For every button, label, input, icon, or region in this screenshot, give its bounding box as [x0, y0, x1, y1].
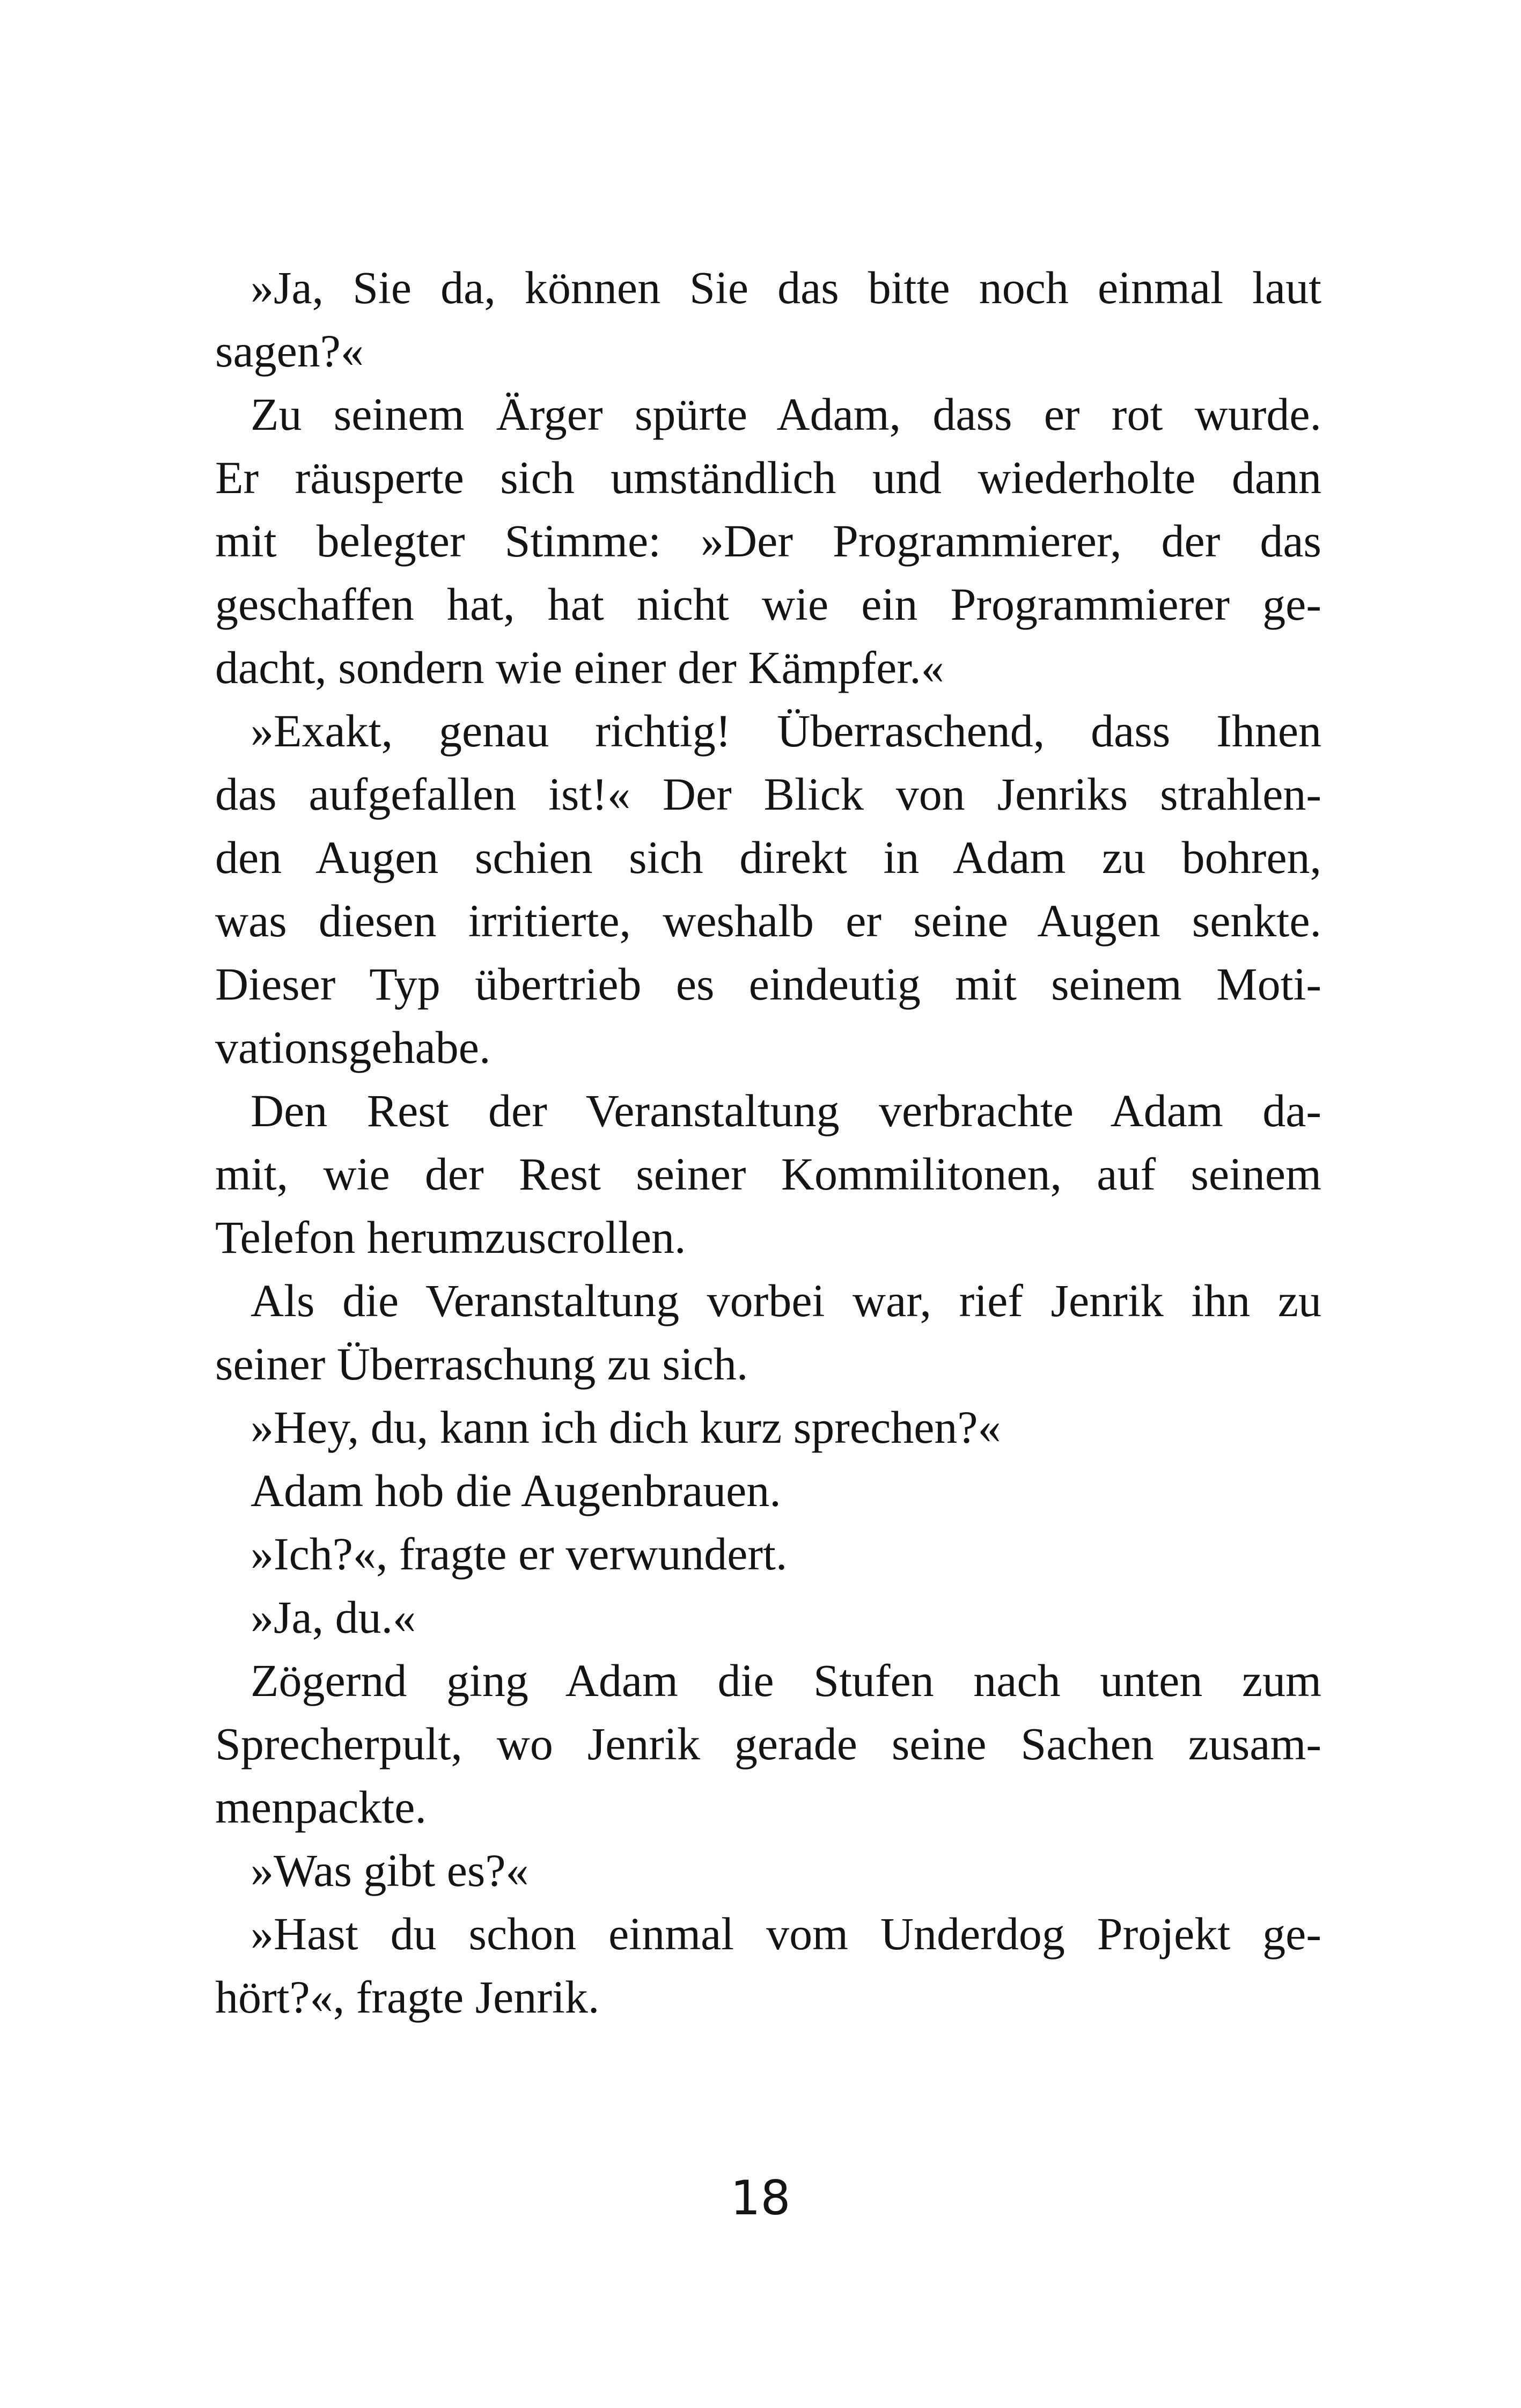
text-line: Als die Veranstaltung vorbei war, rief Jenrik ihn zu [251, 1275, 1321, 1326]
text-line: geschaffen hat, hat nicht wie ein Programmierer ge- [215, 578, 1321, 630]
text-line: was diesen irritierte, weshalb er seine Augen senkte. [215, 895, 1321, 946]
text-line: mit, wie der Rest seiner Kommilitonen, auf seinem [215, 1148, 1321, 1200]
text-line: »Ich?«, fragte er verwundert. [251, 1528, 788, 1580]
text-line: vationsgehabe. [215, 1022, 491, 1073]
text-line: »Ja, Sie da, können Sie das bitte noch einmal laut [251, 262, 1321, 313]
text-line: Er räusperte sich umständlich und wiederholte dann [215, 452, 1321, 503]
text-line: mit belegter Stimme: »Der Programmierer, der das [215, 515, 1321, 567]
text-line: »Hey, du, kann ich dich kurz sprechen?« [251, 1401, 1001, 1453]
text-line: Adam hob die Augenbrauen. [251, 1465, 781, 1516]
text-line: den Augen schien sich direkt in Adam zu bohren, [215, 832, 1321, 883]
text-line: Zögernd ging Adam die Stufen nach unten zum [251, 1655, 1321, 1706]
text-line: »Exakt, genau richtig! Überraschend, dass Ihnen [251, 705, 1321, 757]
text-line: »Was gibt es?« [251, 1845, 529, 1896]
text-line: dacht, sondern wie einer der Kämpfer.« [215, 642, 944, 693]
text-line: Dieser Typ übertrieb es eindeutig mit seinem Moti- [215, 958, 1321, 1010]
text-line: Telefon herumzuscrollen. [215, 1212, 686, 1263]
text-line: Sprecherpult, wo Jenrik gerade seine Sachen zusam- [215, 1718, 1321, 1770]
page-number: 18 [730, 2170, 791, 2226]
text-line: Den Rest der Veranstaltung verbrachte Adam da- [251, 1085, 1321, 1136]
text-line: hört?«, fragte Jenrik. [215, 1971, 600, 2023]
text-line: das aufgefallen ist!« Der Blick von Jenriks strahlen- [215, 768, 1321, 820]
text-line: seiner Überraschung zu sich. [215, 1338, 748, 1390]
text-line: »Ja, du.« [251, 1591, 416, 1643]
body-text [215, 256, 1321, 2029]
text-line: Zu seinem Ärger spürte Adam, dass er rot wurde. [251, 388, 1321, 440]
text-line: sagen?« [215, 325, 364, 377]
text-line: »Hast du schon einmal vom Underdog Projekt ge- [251, 1908, 1321, 1959]
text-line: menpackte. [215, 1781, 427, 1833]
